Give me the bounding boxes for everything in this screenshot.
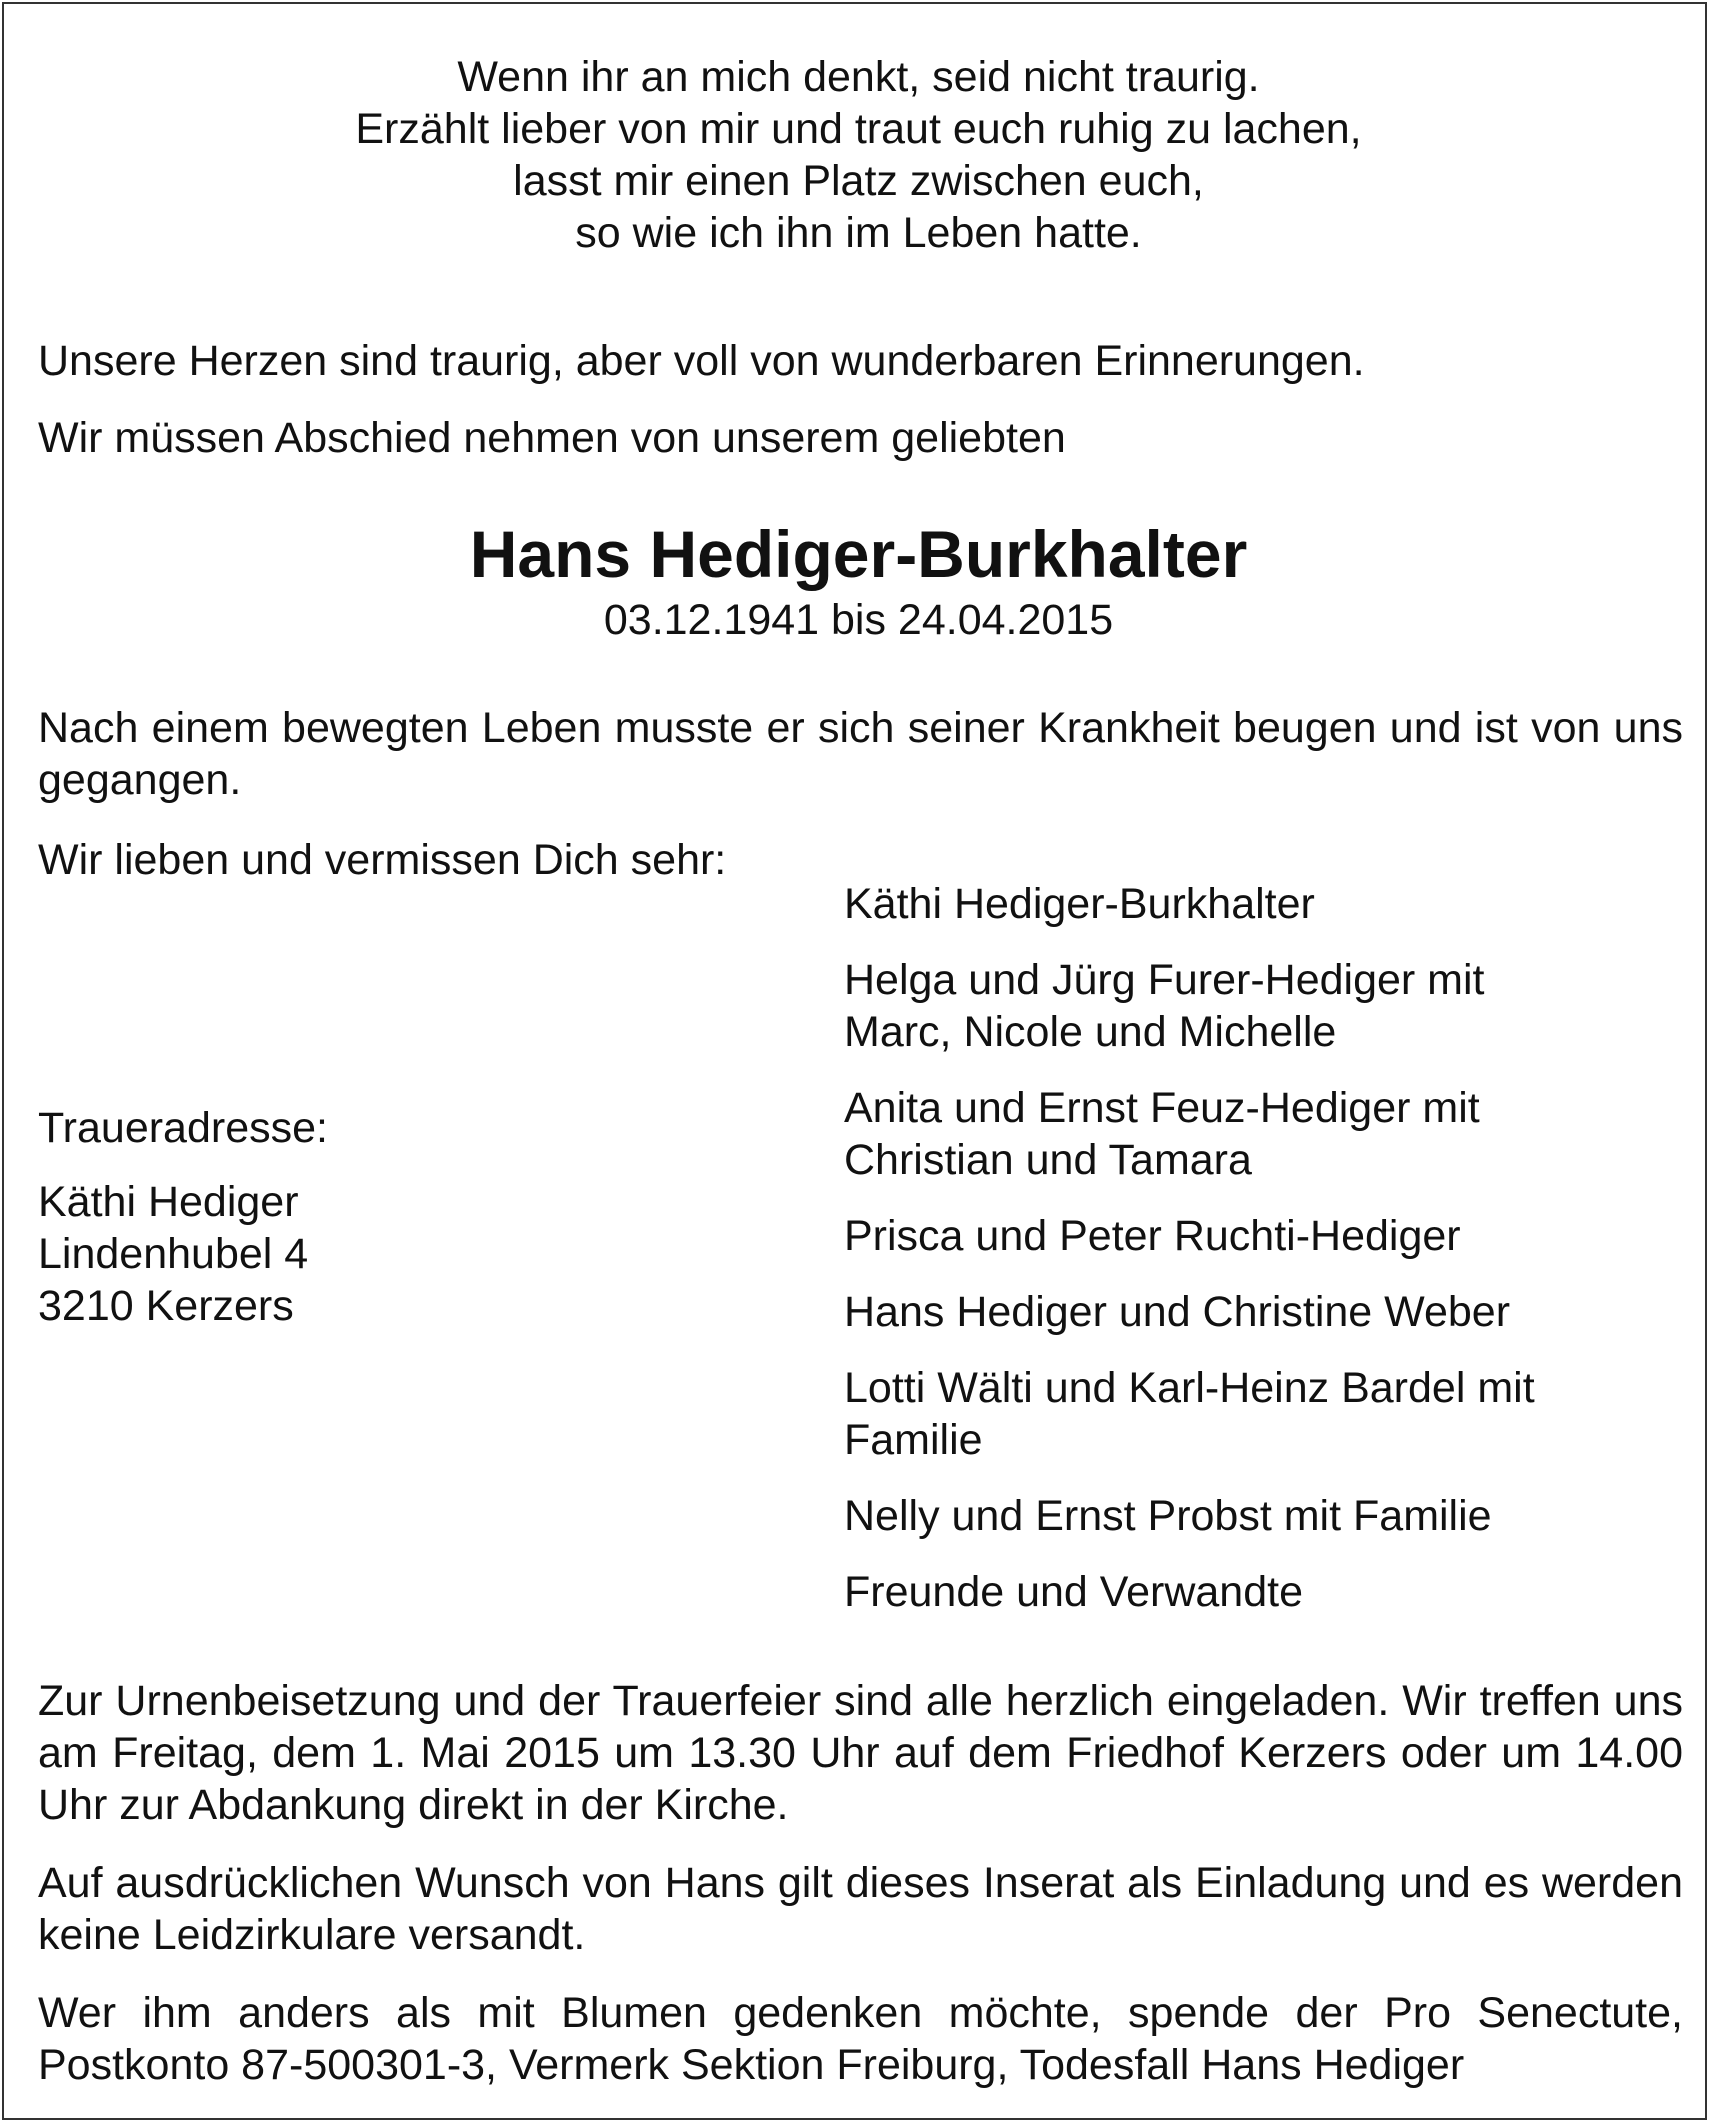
mourner-entry: Lotti Wälti und Karl-Heinz Bardel mit Familie [844, 1364, 1535, 1464]
mourning-address [38, 1176, 308, 1332]
address-label: Traueradresse: [38, 1104, 328, 1152]
deceased-dates: 03.12.1941 bis 24.04.2015 [603, 596, 1114, 644]
ceremony-text: Zur Urnenbeisetzung und der Trauerfeier sind alle herzlich eingeladen. Wir treffen uns am Freitag, dem 1. Mai 2015 um 13.30 Uhr auf dem Friedhof Kerzers oder um 14.00 Uhr zur Abdankung direkt in der Kirche. [38, 1677, 1683, 1829]
mourner-entry: Helga und Jürg Furer-Hediger mit Marc, Nicole und Michelle [844, 956, 1485, 1056]
mourner-entry: Freunde und Verwandte [844, 1568, 1303, 1616]
poem-line: lasst mir einen Platz zwischen euch, [513, 157, 1204, 205]
address-line: 3210 Kerzers [38, 1282, 294, 1330]
miss-text: Wir lieben und vermissen Dich sehr: [38, 836, 727, 884]
life-text: Nach einem bewegten Leben musste er sich seiner Krankheit beugen und ist von uns gegangen. [38, 704, 1683, 804]
mourners-list [844, 878, 1704, 1642]
mourner-entry: Hans Hediger und Christine Weber [844, 1288, 1511, 1336]
poem-line: Erzählt lieber von mir und traut euch ruhig zu lachen, [355, 105, 1362, 153]
mourner-entry: Anita und Ernst Feuz-Hediger mit Christian und Tamara [844, 1084, 1480, 1184]
mourner-entry: Nelly und Ernst Probst mit Familie [844, 1492, 1492, 1540]
poem [4, 51, 1713, 259]
address-line: Käthi Hediger [38, 1178, 299, 1226]
donation-text: Wer ihm anders als mit Blumen gedenken möchte, spende der Pro Senectute, Postkonto 87-500301-3, Vermerk Sektion Freiburg, Todesfall Hans Hediger [38, 1989, 1683, 2089]
address-line: Lindenhubel 4 [38, 1230, 309, 1278]
poem-line: Wenn ihr an mich denkt, seid nicht traurig. [457, 53, 1260, 101]
mourner-entry: Käthi Hediger-Burkhalter [844, 880, 1315, 928]
obituary-notice [2, 2, 1707, 2120]
notice-text: Auf ausdrücklichen Wunsch von Hans gilt dieses Inserat als Einladung und es werden keine Leidzirkulare versandt. [38, 1859, 1683, 1959]
deceased-name: Hans Hediger-Burkhalter [469, 517, 1248, 591]
mourner-entry: Prisca und Peter Ruchti-Hediger [844, 1212, 1461, 1260]
intro-line-memories: Unsere Herzen sind traurig, aber voll von wunderbaren Erinnerungen. [38, 337, 1365, 385]
poem-line: so wie ich ihn im Leben hatte. [575, 209, 1142, 257]
intro-line-farewell: Wir müssen Abschied nehmen von unserem geliebten [38, 414, 1066, 462]
